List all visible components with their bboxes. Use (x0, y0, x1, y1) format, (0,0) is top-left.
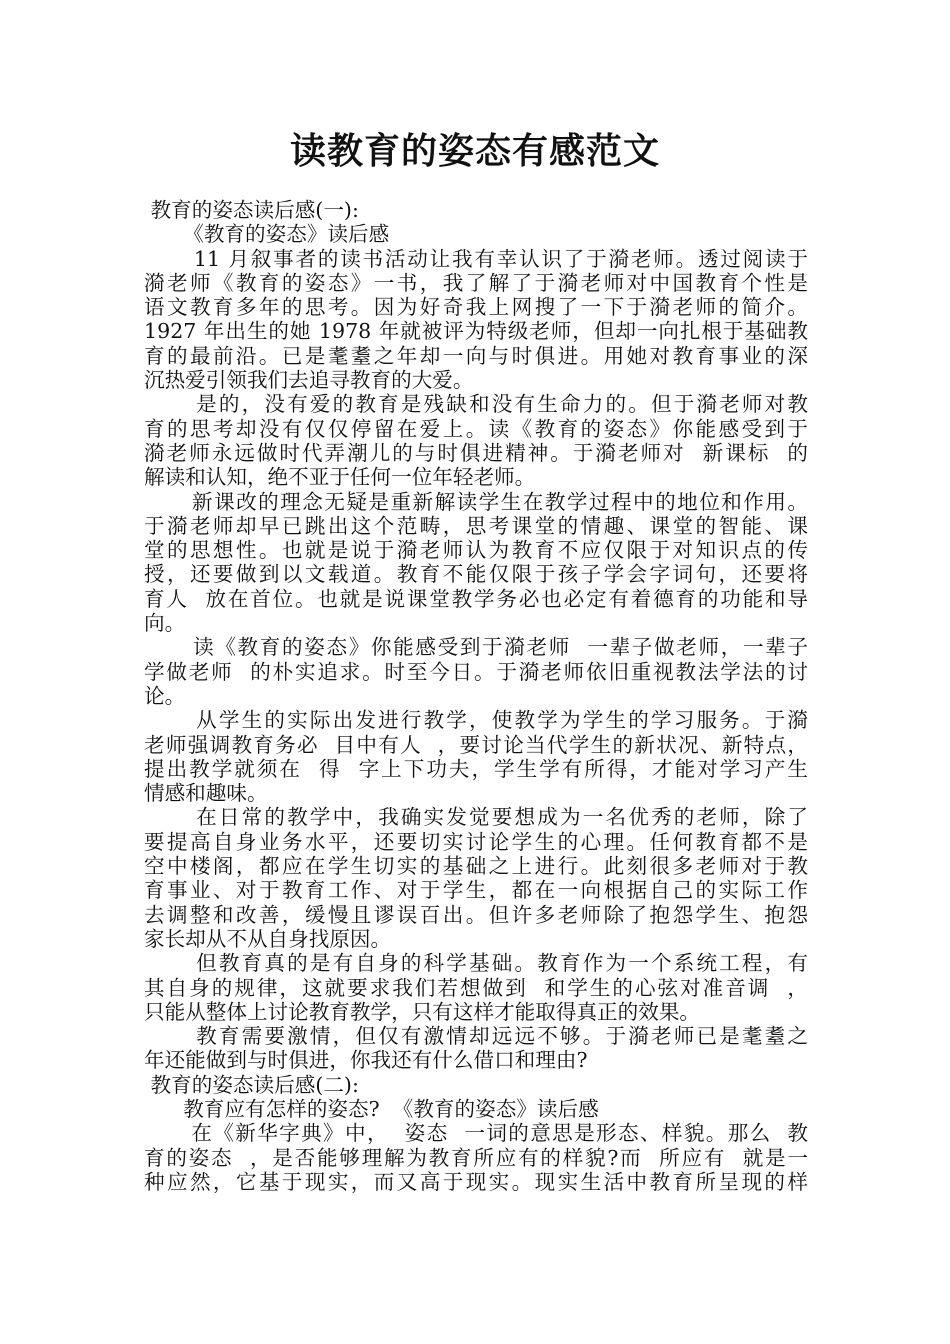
text-line: 从学生的实际出发进行教学，使教学为学生的学习服务。于漪 (144, 708, 808, 733)
text-line: 育的最前沿。已是耄耋之年却一向与时俱进。用她对教育事业的深 (144, 343, 808, 368)
text-line: 教育需要激情，但仅有激情却远远不够。于漪老师已是耄耋之 (144, 1024, 808, 1049)
text-line: 育的思考却没有仅仅停留在爱上。读《教育的姿态》你能感受到于 (144, 416, 808, 441)
text-line: 于漪老师却早已跳出这个范畴，思考课堂的情趣、课堂的智能、课 (144, 513, 808, 538)
text-line: 是的，没有爱的教育是残缺和没有生命力的。但于漪老师对教 (144, 392, 808, 417)
text-line: 育人 放在首位。也就是说课堂教学务必也必定有着德育的功能和导 (144, 586, 808, 611)
text-line: 提出教学就须在 得 字上下功夫，学生学有所得，才能对学习产生 (144, 756, 808, 781)
text-line: 堂的思想性。也就是说于漪老师认为教育不应仅限于对知识点的传 (144, 538, 808, 563)
text-line: 情感和趣味。 (144, 781, 268, 806)
text-line: 沉热爱引领我们去追寻教育的大爱。 (144, 368, 474, 393)
text-line: 语文教育多年的思考。因为好奇我上网搜了一下于漪老师的简介。 (144, 295, 808, 320)
text-line: 年还能做到与时俱进，你我还有什么借口和理由? (144, 1048, 588, 1073)
text-line: 育的姿态 ，是否能够理解为教育所应有的样貌?而 所应有 就是一 (144, 1145, 808, 1170)
text-line: 教育的姿态读后感(二): (144, 1072, 359, 1097)
text-line: 空中楼阁，都应在学生切实的基础之上进行。此刻很多老师对于教 (144, 854, 808, 879)
text-line: 种应然，它基于现实，而又高于现实。现实生活中教育所呈现的样 (144, 1169, 808, 1194)
text-line: 读《教育的姿态》你能感受到于漪老师 一辈子做老师，一辈子 (144, 635, 808, 660)
text-line: 《教育的姿态》读后感 (144, 222, 390, 247)
text-line: 解读和认知，绝不亚于任何一位年轻老师。 (144, 465, 536, 490)
text-line: 授，还要做到以文载道。教育不能仅限于孩子学会字词句，还要将 (144, 562, 808, 587)
text-line: 论。 (144, 683, 186, 708)
text-line: 在日常的教学中，我确实发觉要想成为一名优秀的老师，除了 (144, 805, 808, 830)
text-line: 只能从整体上讨论教育教学，只有这样才能取得真正的效果。 (144, 999, 701, 1024)
text-line: 教育应有怎样的姿态? 《教育的姿态》读后感 (144, 1096, 599, 1121)
text-line: 教育的姿态读后感(一): (144, 198, 359, 222)
text-line: 向。 (144, 611, 186, 636)
text-line: 但教育真的是有自身的科学基础。教育作为一个系统工程，有 (144, 951, 808, 976)
document-body (144, 198, 808, 1194)
text-line: 漪老师《教育的姿态》一书，我了解了于漪老师对中国教育个性是 (144, 270, 808, 295)
text-line: 要提高自身业务水平，还要切实讨论学生的心理。任何教育都不是 (144, 829, 808, 854)
text-line: 新课改的理念无疑是重新解读学生在教学过程中的地位和作用。 (144, 489, 808, 514)
text-line: 其自身的规律，这就要求我们若想做到 和学生的心弦对准音调 ， (144, 975, 808, 1000)
text-line: 育事业、对于教育工作、对于学生，都在一向根据自己的实际工作 (144, 878, 808, 903)
text-line: 漪老师永远做时代弄潮儿的与时俱进精神。于漪老师对 新课标 的 (144, 440, 808, 465)
text-line: 学做老师 的朴实追求。时至今日。于漪老师依旧重视教法学法的讨 (144, 659, 808, 684)
text-line: 1927 年出生的她 1978 年就被评为特级老师，但却一向扎根于基础教 (144, 319, 808, 344)
page-title: 读教育的姿态有感范文 (289, 131, 660, 172)
text-line: 家长却从不从自身找原因。 (144, 926, 392, 951)
text-line: 11 月叙事者的读书活动让我有幸认识了于漪老师。透过阅读于 (144, 246, 808, 271)
text-line: 去调整和改善，缓慢且谬误百出。但许多老师除了抱怨学生、抱怨 (144, 902, 808, 927)
text-line: 在《新华字典》中， 姿态 一词的意思是形态、样貌。那么 教 (144, 1121, 808, 1146)
text-line: 老师强调教育务必 目中有人 ，要讨论当代学生的新状况、新特点， (144, 732, 808, 757)
